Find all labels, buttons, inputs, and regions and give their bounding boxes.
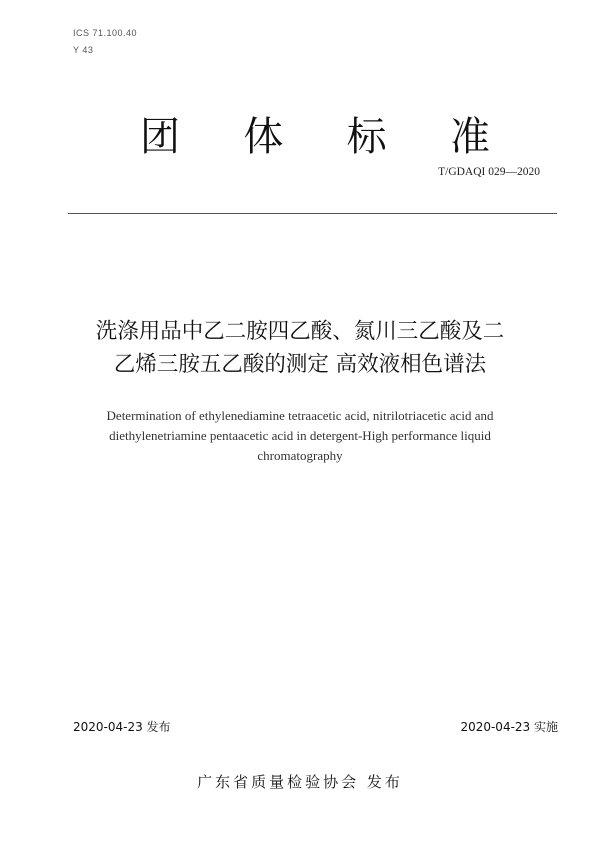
issuing-organization: 广东省质量检验协会 发布 (197, 773, 403, 791)
chinese-title (40, 315, 560, 381)
doc-type-char: 准 (449, 114, 490, 160)
english-title: Determination of ethylenediamine tetraacetic acid, nitrilotriacetic acid and diethylenetriamine pentaacetic acid in detergent-High performance liquid chromatography (106, 408, 494, 463)
doc-type-char: 团 (140, 114, 180, 160)
ics-code: ICS 71.100.40 (73, 28, 138, 38)
document-type-heading (140, 112, 490, 162)
implementation-date: 2020-04-23 实施 (460, 720, 558, 734)
ccs-code: Y 43 (73, 45, 94, 55)
chinese-title-line: 洗涤用品中乙二胺四乙酸、氮川三乙酸及二 (95, 319, 505, 344)
header-divider (68, 213, 557, 214)
issue-date: 2020-04-23 发布 (73, 720, 171, 734)
chinese-title-line: 乙烯三胺五乙酸的测定 高效液相色谱法 (113, 352, 487, 377)
doc-type-char: 标 (346, 114, 387, 160)
standard-number: T/GDAQI 029—2020 (438, 166, 540, 178)
doc-type-char: 体 (243, 114, 284, 160)
